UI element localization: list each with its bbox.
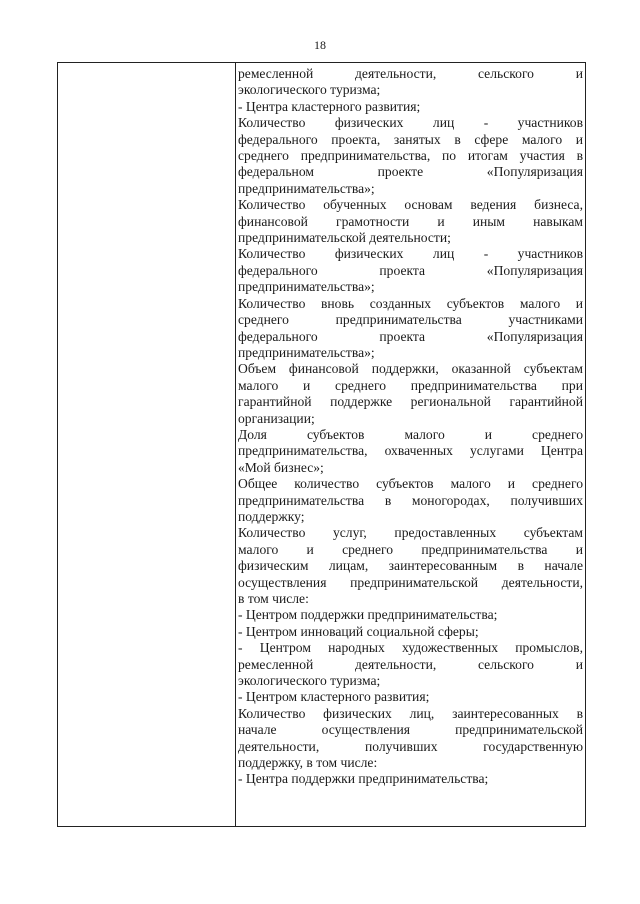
text-line: ремесленной деятельности, сельского и [238, 66, 583, 81]
text-line: предпринимательства»; [238, 279, 375, 295]
text-line: предпринимательства»; [238, 344, 375, 360]
text-line: Доля субъектов малого и среднего [238, 426, 583, 442]
text-line: поддержку, в том числе: [238, 755, 378, 771]
text-line: физическим лицам, заинтересованным в начале [238, 558, 583, 574]
text-line: Количество физических лиц, заинтересованных в [238, 705, 583, 721]
text-line: - Центра кластерного развития; [238, 98, 421, 114]
text-line: малого и среднего предпринимательства и [238, 541, 583, 557]
table-right-cell [236, 63, 585, 826]
text-line: Количество услуг, предоставленных субъектам [238, 525, 583, 541]
table-left-cell [58, 63, 236, 826]
text-line: финансовой грамотности и иным навыкам [238, 213, 583, 229]
text-line: Общее количество субъектов малого и среднего [238, 476, 583, 492]
text-line: среднего предпринимательства участниками [238, 312, 583, 328]
text-line: среднего предпринимательства, по итогам участия в [238, 148, 583, 164]
text-line: предпринимательской деятельности; [238, 230, 451, 246]
text-line: предпринимательства в моногородах, получивших [238, 492, 583, 508]
text-line: поддержку; [238, 508, 305, 524]
text-line: Количество физических лиц - участников [238, 115, 583, 131]
text-line: - Центром народных художественных промыслов, [238, 640, 583, 656]
text-line: - Центром кластерного развития; [238, 689, 430, 705]
text-line: предпринимательства»; [238, 180, 375, 196]
text-line: Объем финансовой поддержки, оказанной субъектам [238, 361, 583, 377]
text-line: Количество физических лиц - участников [238, 246, 583, 262]
text-line: ремесленной деятельности, сельского и [238, 656, 583, 672]
text-line: в том числе: [238, 591, 309, 606]
text-line: «Мой бизнес»; [238, 459, 324, 475]
text-line: - Центром поддержки предпринимательства; [238, 607, 498, 623]
text-line: организации; [238, 410, 315, 426]
text-line: федерального проекта «Популяризация [238, 328, 583, 344]
text-line: начале осуществления предпринимательской [238, 722, 583, 738]
text-line: - Центра поддержки предпринимательства; [238, 771, 489, 787]
text-line: федеральном проекте «Популяризация [238, 164, 583, 180]
text-line: Количество обученных основам ведения бизнеса, [238, 197, 583, 213]
text-line: экологического туризма; [238, 673, 381, 689]
text-line: федерального проекта «Популяризация [238, 262, 583, 278]
text-line: гарантийной поддержке региональной гарантийной [238, 394, 583, 410]
text-line: - Центром инноваций социальной сферы; [238, 623, 479, 639]
text-line: федерального проекта, занятых в сфере малого и [238, 131, 583, 147]
text-line: деятельности, получивших государственную [238, 738, 583, 754]
text-line: Количество вновь созданных субъектов малого и [238, 295, 583, 311]
text-line: предпринимательства, охваченных услугами Центра [238, 443, 583, 459]
text-line: малого и среднего предпринимательства при [238, 377, 583, 393]
text-line: экологического туризма; [238, 82, 381, 98]
document-table [57, 62, 586, 827]
page-number: 18 [314, 38, 326, 52]
text-line: осуществления предпринимательской деятельности, [238, 574, 583, 590]
